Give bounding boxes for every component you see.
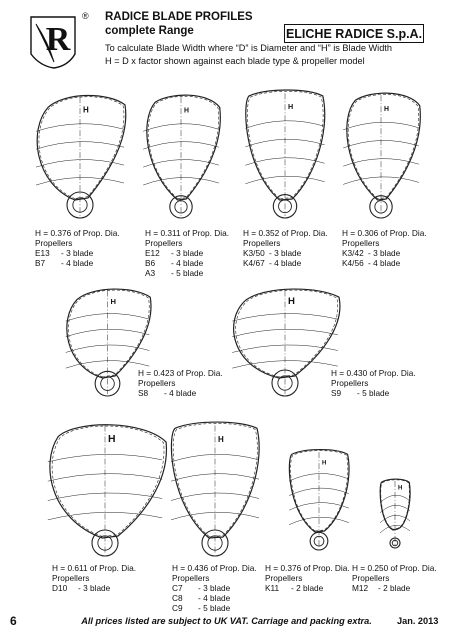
company-name-box: ELICHE RADICE S.p.A. <box>284 24 424 43</box>
blade-width-label: H <box>184 107 189 115</box>
footer-note: All prices listed are subject to UK VAT. Carriage and packing extra. <box>81 616 372 626</box>
propeller-model: K11 <box>265 583 280 593</box>
propeller-model-row <box>145 268 229 278</box>
radice-logo-icon <box>28 14 78 70</box>
propeller-model-row <box>52 583 136 593</box>
logo-letter: R <box>45 21 71 58</box>
page-number: 6 <box>10 614 17 628</box>
blade-caption <box>352 563 437 593</box>
propeller-model: K4/67 <box>243 258 265 268</box>
propeller-model-row <box>331 388 416 398</box>
intro-line-2: H = D x factor shown against each blade type & propeller model <box>105 56 365 66</box>
blade-caption <box>145 228 229 278</box>
propellers-label: Propellers <box>342 238 380 248</box>
propellers-label: Propellers <box>35 238 73 248</box>
propeller-model: E12 <box>145 248 160 258</box>
blade-profile-drawing <box>40 420 170 558</box>
blade-ratio: H = 0.311 of Prop. Dia. <box>145 228 230 238</box>
blade-count: - 4 blade <box>198 593 231 603</box>
propeller-model-row <box>172 593 257 603</box>
propeller-model: S9 <box>331 388 342 398</box>
blade-count: - 3 blade <box>269 248 302 258</box>
blade-width-label: H <box>288 102 294 112</box>
blade-ratio: H = 0.436 of Prop. Dia. <box>172 563 257 573</box>
blade-profile-drawing <box>30 92 130 220</box>
blade-ratio: H = 0.352 of Prop. Dia. <box>243 228 328 238</box>
propeller-model: K3/50 <box>243 248 265 258</box>
blade-count: - 4 blade <box>269 258 302 268</box>
blade-count: - 2 blade <box>291 583 324 593</box>
blade-profile-drawing <box>240 88 330 220</box>
blade-caption <box>265 563 350 593</box>
blade-width-label: H <box>110 296 116 306</box>
propellers-label: Propellers <box>138 378 176 388</box>
propeller-model: C8 <box>172 593 183 603</box>
propellers-label: Propellers <box>352 573 390 583</box>
propellers-label: Propellers <box>52 573 90 583</box>
blade-ratio: H = 0.611 of Prop. Dia. <box>52 563 137 573</box>
propeller-model: A3 <box>145 268 156 278</box>
blade-width-label: H <box>218 435 224 445</box>
propeller-model-row <box>172 603 257 613</box>
propeller-model: C9 <box>172 603 183 613</box>
blade-outline <box>171 422 259 538</box>
blade-caption <box>172 563 257 613</box>
blade-count: - 3 blade <box>368 248 401 258</box>
blade-ratio: H = 0.306 of Prop. Dia. <box>342 228 427 238</box>
blade-count: - 3 blade <box>61 248 94 258</box>
blade-inner-outline <box>173 423 257 536</box>
propellers-label: Propellers <box>145 238 183 248</box>
blade-ratio: H = 0.423 of Prop. Dia. <box>138 368 223 378</box>
blade-width-label: H <box>108 434 116 446</box>
propeller-model-row <box>342 248 427 258</box>
blade-profile-drawing <box>285 448 353 552</box>
blade-caption <box>243 228 328 268</box>
propeller-model-row <box>35 248 120 258</box>
blade-count: - 5 blade <box>357 388 390 398</box>
blade-ratio: H = 0.376 of Prop. Dia. <box>265 563 350 573</box>
blade-ratio: H = 0.376 of Prop. Dia. <box>35 228 120 238</box>
propeller-model-row <box>145 258 229 268</box>
blade-profile-drawing <box>165 420 265 558</box>
propeller-model-row <box>342 258 427 268</box>
propellers-label: Propellers <box>243 238 281 248</box>
propeller-model-row <box>265 583 350 593</box>
blade-width-label: H <box>83 105 89 115</box>
blade-profile-drawing <box>338 90 424 220</box>
propeller-model: B6 <box>145 258 156 268</box>
blade-profile-drawing <box>225 286 345 398</box>
page-subtitle: complete Range <box>105 25 194 37</box>
blade-count: - 3 blade <box>198 583 231 593</box>
blade-count: - 4 blade <box>171 258 204 268</box>
propeller-model: M12 <box>352 583 369 593</box>
blade-caption <box>331 368 416 398</box>
propellers-label: Propellers <box>172 573 210 583</box>
registered-mark: ® <box>82 11 89 21</box>
blade-ratio: H = 0.250 of Prop. Dia. <box>352 563 437 573</box>
blade-count: - 5 blade <box>171 268 204 278</box>
blade-outline <box>234 289 340 378</box>
propeller-model-row <box>243 248 328 258</box>
blade-width-label: H <box>288 295 295 307</box>
blade-caption <box>138 368 223 398</box>
propellers-label: Propellers <box>265 573 303 583</box>
propeller-model-row <box>35 258 120 268</box>
blade-count: - 3 blade <box>171 248 204 258</box>
blade-outline <box>246 90 325 200</box>
blade-profile-drawing <box>138 92 224 220</box>
propeller-model: C7 <box>172 583 183 593</box>
propeller-model: K3/42 <box>342 248 364 258</box>
blade-count: - 4 blade <box>164 388 197 398</box>
propeller-model: K4/56 <box>342 258 364 268</box>
blade-profile-drawing <box>378 478 412 550</box>
blade-count: - 5 blade <box>198 603 231 613</box>
propeller-model: S8 <box>138 388 149 398</box>
blade-caption <box>35 228 120 268</box>
radice-logo <box>28 14 78 70</box>
footer-date: Jan. 2013 <box>397 616 439 626</box>
propeller-model: B7 <box>35 258 46 268</box>
propeller-model-row <box>243 258 328 268</box>
propeller-model: E13 <box>35 248 50 258</box>
blade-caption <box>52 563 136 593</box>
propeller-model-row <box>352 583 437 593</box>
propellers-label: Propellers <box>331 378 369 388</box>
blade-count: - 4 blade <box>368 258 401 268</box>
propeller-model-row <box>172 583 257 593</box>
blade-ratio: H = 0.430 of Prop. Dia. <box>331 368 416 378</box>
blade-count: - 4 blade <box>61 258 94 268</box>
intro-text <box>105 42 392 68</box>
blade-outline <box>37 95 126 200</box>
propeller-model-row <box>138 388 223 398</box>
blade-count: - 3 blade <box>78 583 111 593</box>
blade-outline <box>67 289 151 378</box>
blade-width-label: H <box>322 460 327 467</box>
blade-caption <box>342 228 427 268</box>
propeller-model: D10 <box>52 583 68 593</box>
intro-line-1: To calculate Blade Width where “D” is Diameter and “H” is Blade Width <box>105 43 392 53</box>
blade-width-label: H <box>398 485 403 492</box>
blade-count: - 2 blade <box>378 583 411 593</box>
propeller-model-row <box>145 248 229 258</box>
blade-width-label: H <box>384 105 389 113</box>
page-title: RADICE BLADE PROFILES <box>105 11 253 23</box>
